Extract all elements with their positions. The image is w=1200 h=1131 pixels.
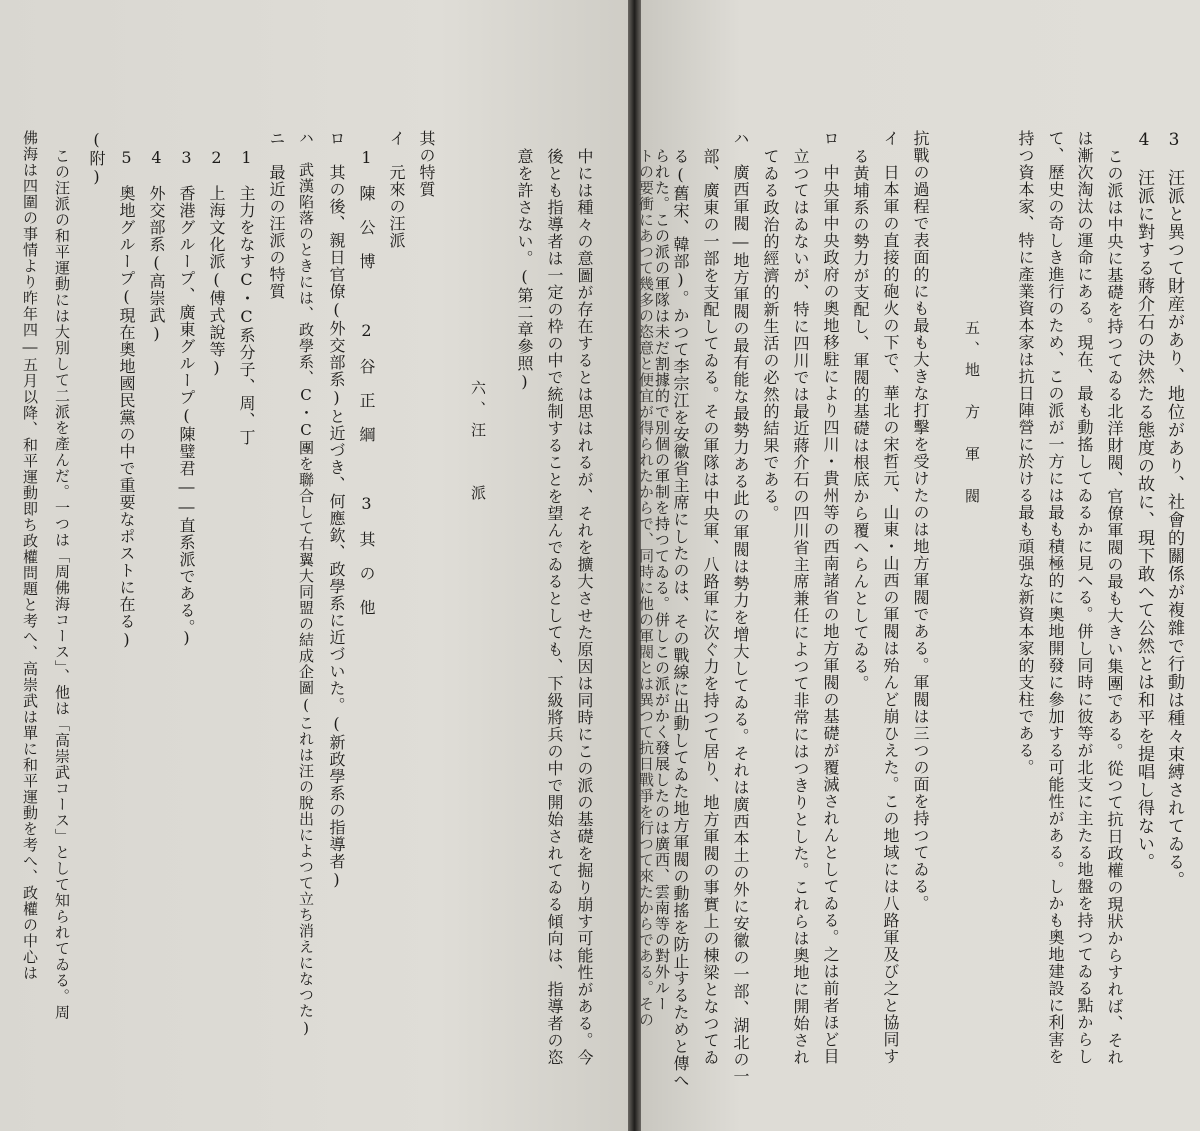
text-column: 後とも指導者は一定の枠の中で統制することを望んでゐるとしても、下級將兵の中で開始されてゐる傾向は、指導者の恣 bbox=[545, 148, 564, 1066]
text-column: 5 奧地グループ(現在奧地國民黨の中で重要なポストに在る) bbox=[117, 148, 136, 650]
text-column: 其の特質 bbox=[417, 130, 436, 198]
text-column: 2 上海文化派(傅式說等) bbox=[207, 148, 226, 378]
text-column: ハ 廣西軍閥―地方軍閥の最有能な最勢力ある此の軍閥は勢力を增大してゐる。それは廣西本土の外に安徽の一部、湖北の一 bbox=[731, 130, 750, 1085]
text-column: この派は中央に基礎を持つてゐる北洋財閥、官僚軍閥の最も大きい集團である。從つて抗日政權の現狀からすれば、それ bbox=[1105, 148, 1124, 1066]
text-column: る黃埔系の勢力が支配し、軍閥的基礎は根底から覆へらんとしてゐる。 bbox=[851, 148, 870, 692]
text-column: この汪派の和平運動には大別して二派を產んだ。一つは「周佛海コース」、他は「高崇武コース」として知られてゐる。周 bbox=[53, 148, 71, 1021]
text-column: 4 外交部系(高崇武) bbox=[147, 148, 166, 344]
text-column: イ 元來の汪派 bbox=[387, 130, 406, 249]
text-column: 佛海は四圍の事情より昨年四―五月以降、和平運動即ち政權問題と考へ、高崇武は單に和平運動を考へ、政權の中心は bbox=[21, 130, 39, 981]
text-column: 4 汪派に對する蔣介石の決然たる態度の故に、現下敢へて公然とは和平を提唱し得ない。 bbox=[1134, 130, 1154, 871]
text-column: ロ 中央軍中央政府の奧地移駐により四川・貴州等の西南諸省の地方軍閥の基礎が覆滅されんとしてゐる。之は前者ほど目 bbox=[821, 130, 840, 1065]
text-column: ニ 最近の汪派の特質 bbox=[267, 130, 286, 300]
text-column: ハ 武漢陷落のときには、政學系、C・C團を聯合して右翼大同盟の結成企圖(これは汪の脫出によつて立ち消えになつた) bbox=[297, 130, 315, 1038]
text-column: (附) bbox=[87, 130, 106, 187]
section-heading: 五、地 方 軍 閥 bbox=[963, 320, 981, 509]
text-column: る(舊宋、韓部)。かつて李宗江を安徽省主席にしたのは、その戰線に出動してゐた地方軍閥の動搖を防止するためと傳へ bbox=[671, 148, 690, 1089]
text-column: イ 日本軍の直接的砲火の下で、華北の宋哲元、山東・山西の軍閥は殆んど崩ひえた。この地域には八路軍及び之と協同す bbox=[881, 130, 900, 1065]
text-column: 1 主力をなすC・C系分子、周、丁 bbox=[237, 148, 256, 446]
text-column: 3 汪派と異つて財産があり、地位があり、社會的關係が複雜で行動は種々束縛されてゐる。 bbox=[1164, 130, 1184, 889]
text-column: は漸次淘汰の運命にある。現在、最も動搖してゐるかに見へる。併し同時に彼等が北支に主たる地盤を持つてゐる點からし bbox=[1075, 130, 1094, 1065]
text-column: 立つてはゐないが、特に四川では最近蔣介石の四川省主席兼任によつて非常にはつきりとした。これらは奧地に開始され bbox=[791, 148, 810, 1066]
text-column: 3 香港グループ、廣東グループ(陳璧君――直系派である。) bbox=[177, 148, 196, 648]
text-column: トの要衝にあつて幾多の恣意と便宜が得られたからで、同時に他の軍閥とは異つて抗日戰爭を行つて來たからである。その bbox=[637, 148, 655, 1028]
section-heading: 六、汪 派 bbox=[469, 380, 487, 506]
text-column: 中には種々の意圖が存在するとは思はれるが、それを擴大させた原因は同時にこの派の基礎を掘り崩す可能性がある。今 bbox=[575, 148, 594, 1066]
text-column: 持つ資本家、特に產業資本家は抗日陣營に於ける最も頑强な新資本家的支柱である。 bbox=[1016, 130, 1035, 776]
text-column: てゐる政治的經濟的新生活の必然的結果である。 bbox=[761, 148, 780, 522]
text-column: て、歷史の奇しき進行のため、この派が一方には最も積極的に奧地開發に參加する可能性がある。しかも奧地建設に利害を bbox=[1046, 130, 1065, 1065]
text-column: られた。この派の軍隊は未だ割據的で別個の軍制を持つてゐる。併しこの派がかく發展したのは廣西、雲南等の對外ルー bbox=[653, 148, 671, 1012]
text-column: 意を許さない。(第二章參照) bbox=[515, 148, 534, 392]
text-column: 部、廣東の一部を支配してゐる。その軍隊は中央軍、八路軍に次ぐ力を持つて居り、地方軍閥の事實上の棟梁となつてゐ bbox=[701, 148, 720, 1066]
text-column: 1 陳 公 博 2 谷 正 綱 3 其 の 他 bbox=[357, 148, 376, 616]
text-column: 抗戰の過程で表面的にも最も大きな打擊を受けたのは地方軍閥である。軍閥は三つの面を持つてゐる。 bbox=[911, 130, 930, 912]
text-column: ロ 其の後、親日官僚(外交部系)と近づき、何應欽、政學系に近づいた。(新政學系の指導者) bbox=[327, 130, 346, 890]
